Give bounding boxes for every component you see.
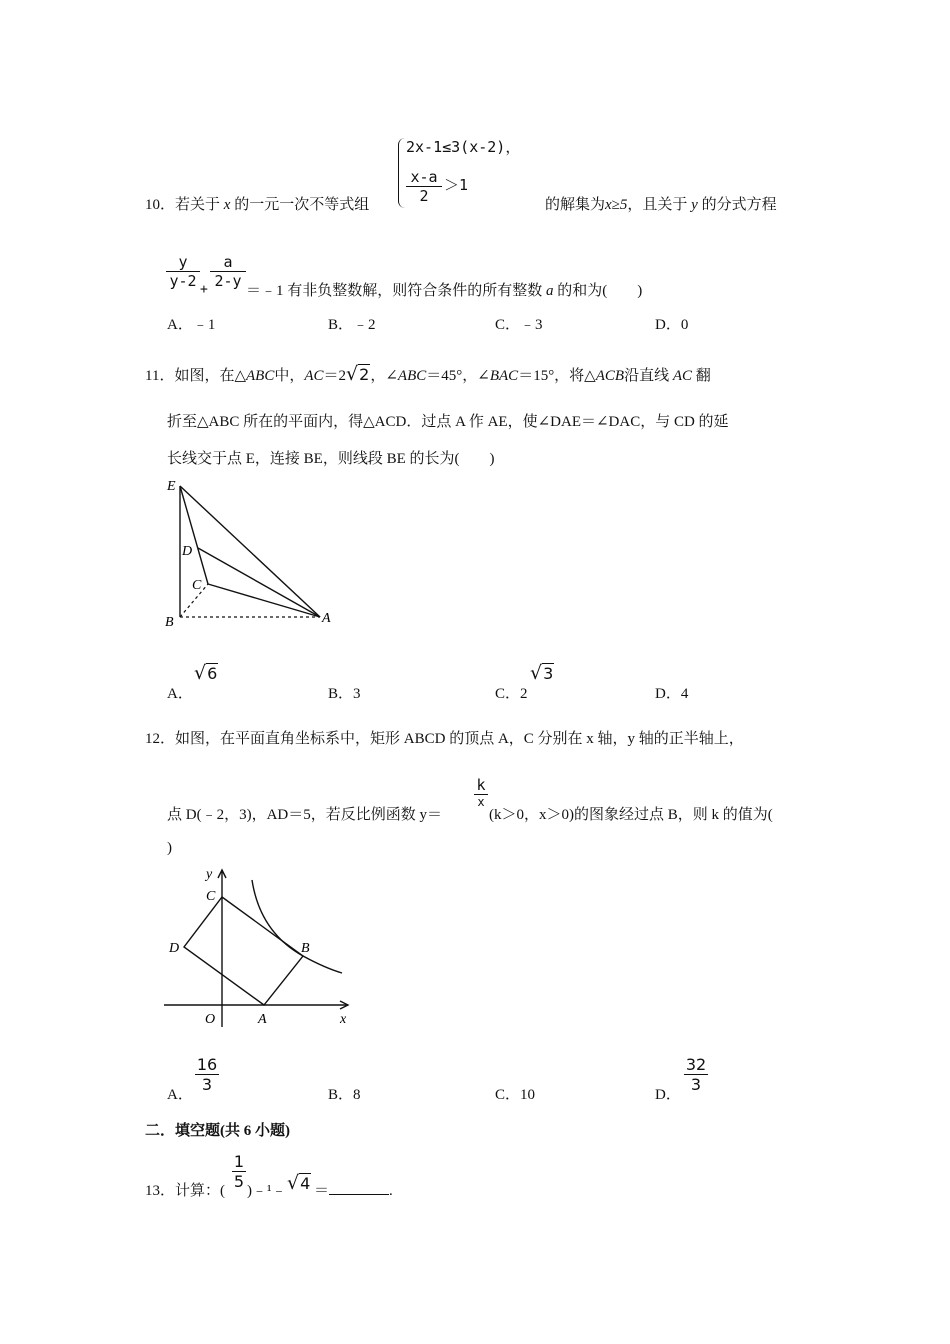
section-2-title: 二．填空题(共 6 小题) xyxy=(145,1123,290,1139)
label-x: x xyxy=(340,1012,347,1027)
inverse-function-fraction: k x xyxy=(474,776,488,809)
question-13-answer: ＝ . xyxy=(314,1179,393,1200)
inequality-1: 2x-1≤3(x-2)， xyxy=(406,138,521,156)
label-d: D xyxy=(169,941,180,956)
label-y: y xyxy=(206,867,213,882)
option-d[interactable]: D．4 xyxy=(655,686,689,702)
option-b[interactable]: B．3 xyxy=(328,686,361,702)
sqrt-sign: √ xyxy=(530,662,543,684)
label-c: C xyxy=(206,889,216,904)
sqrt-sign: √ xyxy=(287,1172,300,1194)
question-10-tail: ＝﹣1 有非负整数解，则符合条件的所有整数 a 的和为( ) xyxy=(246,283,643,299)
question-11-line-3: 长线交于点 E，连接 BE，则线段 BE 的长为( ) xyxy=(167,451,495,467)
question-13-fraction: $\frac{1}{5}$ xyxy=(233,1152,245,1191)
question-10-condition: 的解集为x≥5，且关于 y 的分式方程 xyxy=(545,197,777,213)
sqrt-sign: √ xyxy=(194,662,207,684)
label-a: A xyxy=(258,1012,267,1027)
label-b: B xyxy=(165,615,174,630)
inequality-2-relation: ＞1 xyxy=(444,176,469,194)
figure-coordinate-rectangle xyxy=(160,862,360,1032)
option-c-value: √3 xyxy=(530,662,554,684)
segment-ec xyxy=(180,486,208,584)
equation-fraction-2: $\frac{a}{2-y}$ xyxy=(210,253,246,290)
system-brace xyxy=(398,138,405,208)
question-11-line-2: 折至△ABC 所在的平面内，得△ACD．过点 A 作 AE，使∠DAE＝∠DAC，与 CD 的延 xyxy=(167,414,729,430)
label-a: A xyxy=(322,611,331,626)
option-a-value: √6 xyxy=(194,662,218,684)
option-a[interactable]: A． xyxy=(167,686,193,702)
label-b: B xyxy=(301,941,310,956)
rectangle-abcd xyxy=(184,897,303,1005)
question-13-label: 13．计算：( xyxy=(145,1183,226,1199)
hyperbola-curve xyxy=(252,880,342,973)
option-a[interactable]: A．﹣1 xyxy=(167,317,216,333)
equation-plus: + xyxy=(200,282,208,297)
label-d: D xyxy=(182,544,193,559)
segment-da xyxy=(198,548,320,617)
label-o: O xyxy=(205,1012,216,1027)
inequality-2-fraction: $\frac{x-a}{2}$ xyxy=(406,168,442,205)
question-12-line-2b: (k＞0，x＞0)的图象经过点 B，则 k 的值为( xyxy=(489,807,773,823)
question-13-exponent: )﹣¹﹣ xyxy=(247,1183,287,1199)
question-11-line-1: 11．如图，在△ABC中，AC＝2√2，∠ABC＝45°，∠BAC＝15°，将△ACB沿直线 AC 翻 xyxy=(145,363,711,385)
label-e: E xyxy=(167,479,176,494)
question-12-line-2a: 点 D(﹣2，3)，AD＝5，若反比例函数 y＝ xyxy=(167,807,442,823)
option-d-fraction: $\frac{32}{3}$ xyxy=(685,1055,707,1094)
answer-blank[interactable] xyxy=(329,1180,389,1195)
question-13-sqrt: √4 xyxy=(287,1172,311,1194)
label-c: C xyxy=(192,578,202,593)
question-12-line-1: 12．如图，在平面直角坐标系中，矩形 ABCD 的顶点 A，C 分别在 x 轴，y 轴的正半轴上， xyxy=(145,731,744,747)
equation-fraction-1: $\frac{y}{y-2}$ xyxy=(166,253,200,290)
question-12-line-3: ) xyxy=(167,840,172,856)
figure-triangle xyxy=(160,472,345,632)
option-c[interactable]: C．﹣3 xyxy=(495,317,543,333)
option-d[interactable]: D．0 xyxy=(655,317,689,333)
option-a[interactable]: A． xyxy=(167,1087,193,1103)
option-c[interactable]: C．2 xyxy=(495,686,528,702)
option-a-fraction: $\frac{16}{3}$ xyxy=(196,1055,218,1094)
option-b[interactable]: B．8 xyxy=(328,1087,361,1103)
sqrt-sign: √ xyxy=(346,363,359,385)
option-c[interactable]: C．10 xyxy=(495,1087,536,1103)
option-b[interactable]: B．﹣2 xyxy=(328,317,376,333)
option-d[interactable]: D． xyxy=(655,1087,681,1103)
question-10-stem: 10．若关于 x 的一元一次不等式组 xyxy=(145,197,370,213)
segment-ea xyxy=(180,486,320,617)
